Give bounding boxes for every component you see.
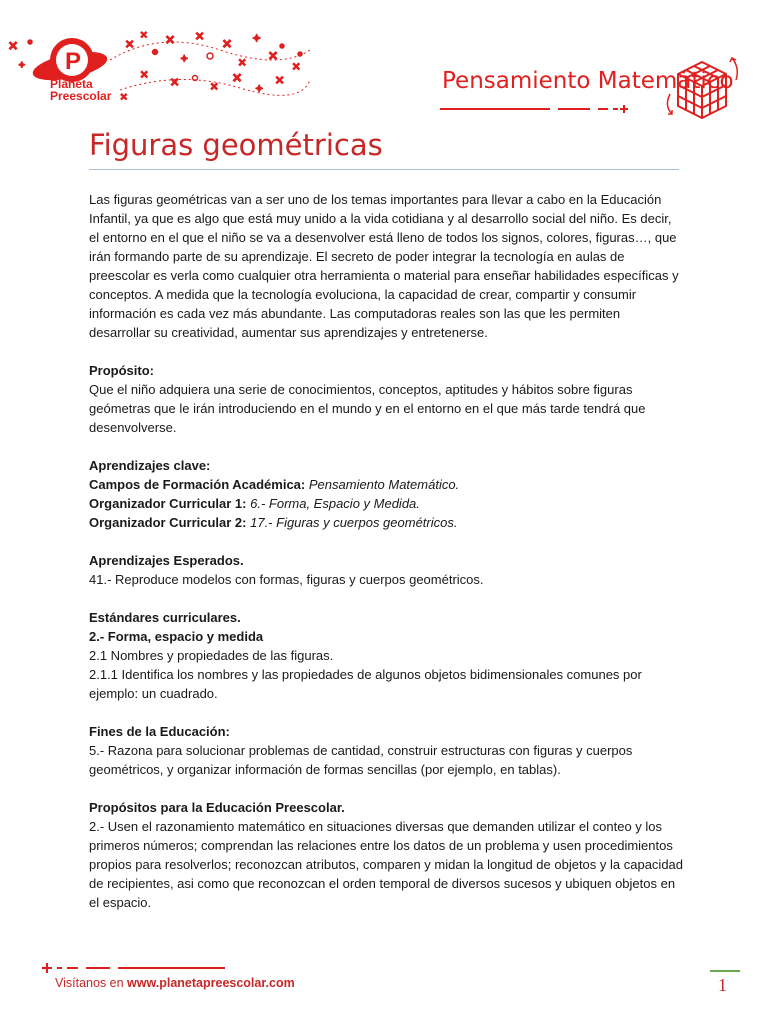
svg-text:✕: ✕ [222, 37, 233, 51]
svg-text:✕: ✕ [140, 30, 148, 40]
planeta-preescolar-logo [0, 20, 320, 120]
estandares-subheading: 2.- Forma, espacio y medida [89, 629, 264, 644]
footer-visit-text [55, 976, 295, 990]
proposito-text: Que el niño adquiera una serie de conocimientos, conceptos, aptitudes y hábitos sobre figuras geómetras que le irán introduciendo en el mundo y en el entorno en el que más tarde tendrá que desenvolverse. [89, 382, 646, 435]
svg-text:✕: ✕ [8, 39, 19, 53]
organizador-2-label: Organizador Curricular 2: [89, 515, 247, 530]
aprendizajes-clave-heading: Aprendizajes clave: [89, 458, 211, 473]
fines-section [89, 722, 683, 779]
estandares-line-2: 2.1.1 Identifica los nombres y las propiedades de algunos objetos bidimensionales comunes por ejemplo: un cuadrado. [89, 667, 642, 701]
proposito-heading: Propósito: [89, 363, 154, 378]
svg-text:✕: ✕ [165, 33, 176, 47]
aprendizajes-clave-section [89, 456, 683, 532]
svg-text:✦: ✦ [255, 84, 264, 95]
estandares-heading: Estándares curriculares. [89, 610, 241, 625]
svg-text:✕: ✕ [275, 75, 285, 87]
logo-text [50, 78, 111, 102]
fines-text: 5.- Razona para solucionar problemas de cantidad, construir estructuras con figuras y cuerpos geométricos, y organizar información de formas sencillas (por ejemplo, en tablas). [89, 743, 633, 777]
svg-text:✕: ✕ [140, 70, 149, 81]
svg-text:✕: ✕ [120, 92, 128, 102]
svg-text:✕: ✕ [210, 82, 219, 93]
svg-text:✕: ✕ [125, 39, 135, 51]
document-body [89, 190, 683, 931]
campos-label: Campos de Formación Académica: [89, 477, 306, 492]
svg-text:✕: ✕ [232, 71, 243, 85]
header-decorative-rule [440, 104, 630, 114]
aprendizajes-esperados-section [89, 551, 683, 589]
estandares-section [89, 608, 683, 703]
svg-text:✦: ✦ [180, 54, 189, 65]
rubik-cube-icon [662, 48, 742, 124]
campos-value: Pensamiento Matemático. [308, 477, 460, 492]
logo-line-1: Planeta [50, 77, 93, 91]
aprendizajes-esperados-heading: Aprendizajes Esperados. [89, 553, 244, 568]
svg-text:✦: ✦ [18, 60, 26, 70]
fines-heading: Fines de la Educación: [89, 724, 230, 739]
page-title: Figuras geométricas [89, 128, 383, 162]
header-title: Pensamiento Matemático [442, 68, 734, 94]
intro-paragraph: Las figuras geométricas van a ser uno de los temas importantes para llevar a cabo en la Educación Infantil, ya que es algo que está muy unido a la vida cotidiana y al desarrollo social del niño. Es decir, el entorno en el que el niño se va a desenvolver está lleno de todos los signos, colores, figuras…, que irán formando parte de su aprendizaje. El secreto de poder integrar la tecnología en aulas de preescolar es verla como cualquier otra herramienta o material para enseñar habilidades específicas y conceptos. A medida que la tecnología evoluciona, la capacidad de crear, compartir y consumir información es cada vez más abundante. Las computadoras reales son las que les permiten desarrollar su creatividad, aumentar sus aprendizajes y entretenerse. [89, 192, 679, 340]
footer-url-link[interactable]: www.planetapreescolar.com [127, 976, 295, 990]
title-divider [89, 169, 679, 170]
estandares-line-1: 2.1 Nombres y propiedades de las figuras. [89, 648, 334, 663]
organizador-1-value: 6.- Forma, Espacio y Medida. [250, 496, 420, 511]
propositos-preescolar-text: 2.- Usen el razonamiento matemático en situaciones diversas que demanden utilizar el conteo y los primeros números; comprendan las relaciones entre los datos de un problema y usen procedimientos propios para resolverlos; reconozcan atributos, comparen y midan la longitud de objetos y la capacidad de recipientes, asi como que reconozcan el orden temporal de diversos sucesos y ubiquen objetos en el espacio. [89, 819, 684, 910]
footer-prefix: Visítanos en [55, 976, 128, 990]
svg-text:✕: ✕ [195, 31, 205, 43]
organizador-2-value: 17.- Figuras y cuerpos geométricos. [250, 515, 458, 530]
propositos-preescolar-heading: Propósitos para la Educación Preescolar. [89, 800, 345, 815]
svg-text:✕: ✕ [268, 49, 279, 63]
svg-text:✕: ✕ [238, 58, 247, 69]
svg-text:✦: ✦ [252, 33, 262, 45]
aprendizajes-esperados-text: 41.- Reproduce modelos con formas, figuras y cuerpos geométricos. [89, 572, 484, 587]
proposito-section [89, 361, 683, 437]
page-number: 1 [718, 975, 727, 995]
svg-text:✕: ✕ [170, 77, 180, 89]
svg-text:✕: ✕ [292, 62, 301, 73]
propositos-preescolar-section [89, 798, 683, 912]
organizador-1-label: Organizador Curricular 1: [89, 496, 247, 511]
page-header [0, 0, 768, 128]
logo-line-2: Preescolar [50, 89, 112, 103]
svg-text:P: P [65, 48, 82, 75]
